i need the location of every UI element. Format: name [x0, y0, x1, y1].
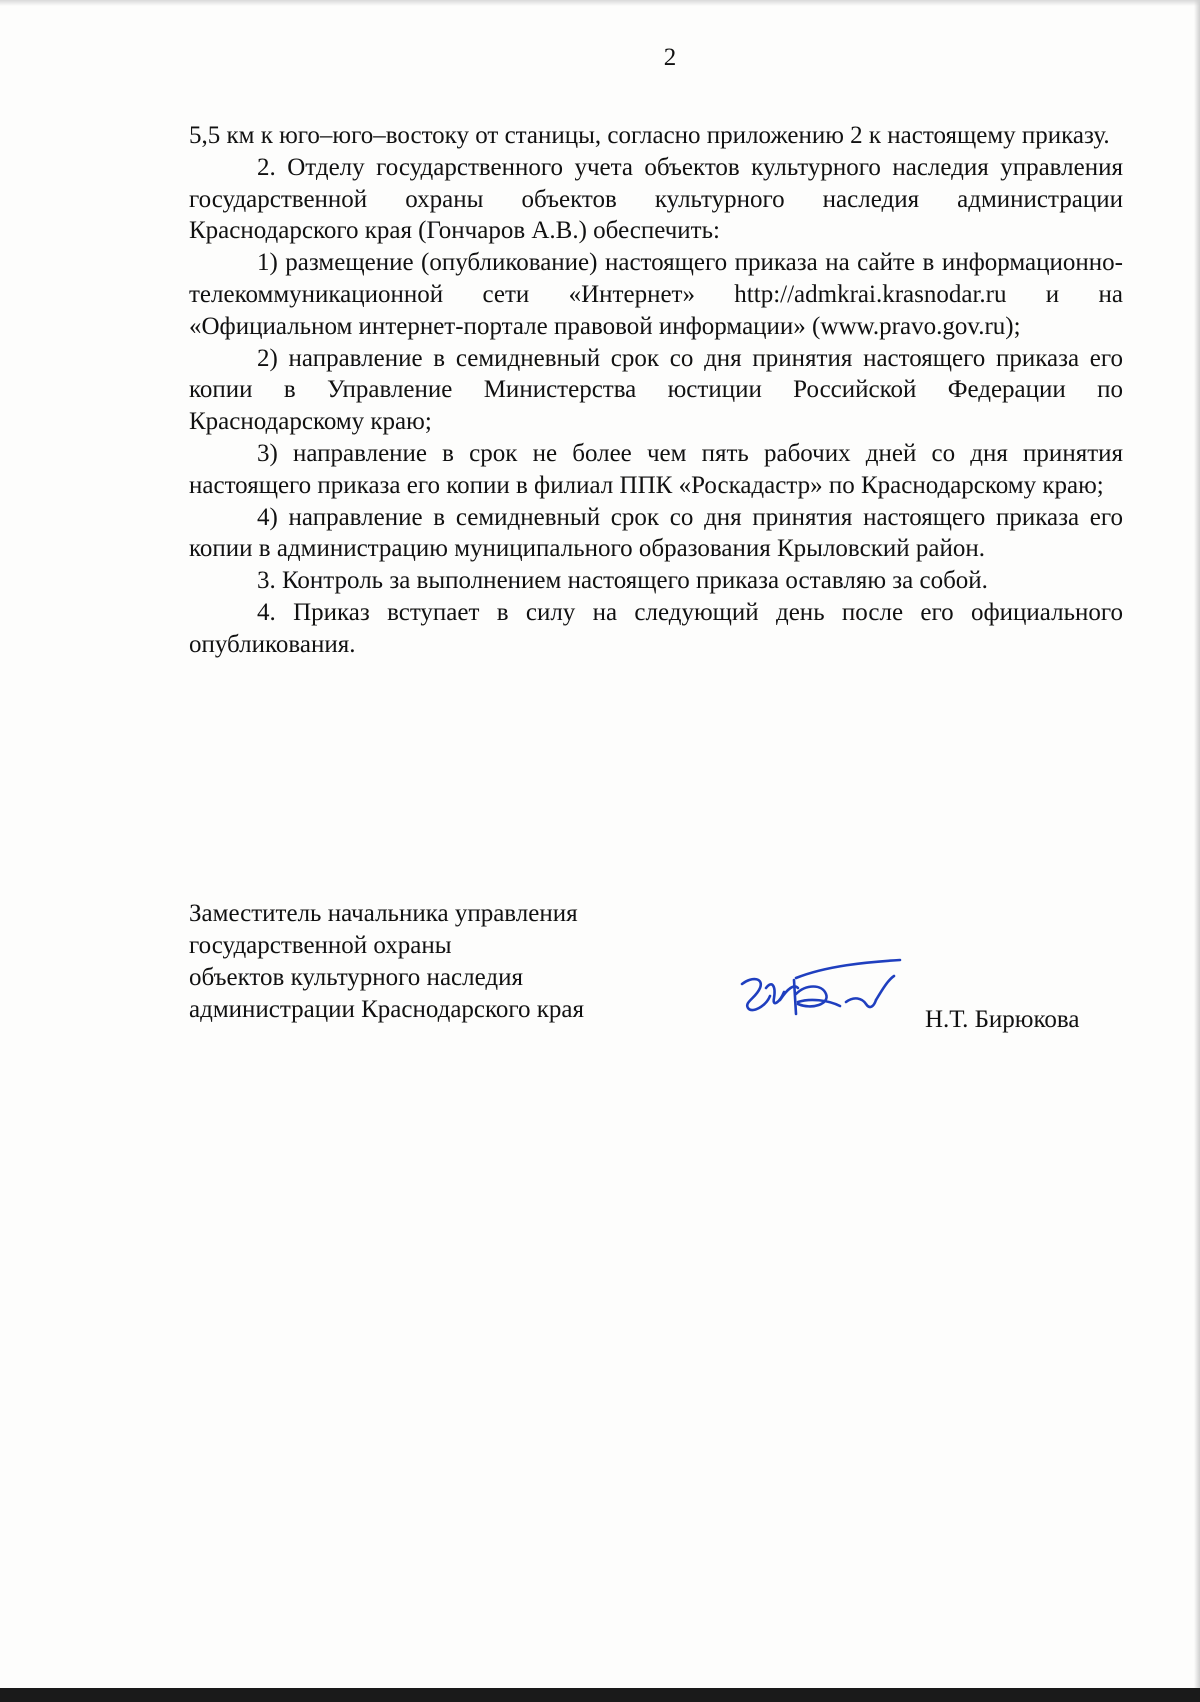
- position-line: объектов культурного наследия: [189, 964, 523, 991]
- paragraph-item-2: 2. Отделу государственного учета объектов культурного наследия управления государственной охраны объектов культурного наследия администрации Краснодарского края (Гончаров А.В.) обеспечить:: [189, 153, 1123, 245]
- document-body: [189, 120, 1123, 661]
- scan-edge-bottom: [0, 1688, 1200, 1702]
- signer-name: Н.Т. Бирюкова: [925, 1006, 1080, 1033]
- paragraph-subitem-1: 1) размещение (опубликование) настоящего приказа на сайте в информационно-телекоммуникационной сети «Интернет» http://admkrai.krasnodar.ru и на «Официальном интернет-портале правовой информации» (www.pravo.gov.ru);: [189, 249, 1123, 340]
- paragraph-item-4: 4. Приказ вступает в силу на следующий день после его официального опубликования.: [189, 598, 1123, 658]
- paragraph-item-3: 3. Контроль за выполнением настоящего приказа оставляю за собой.: [257, 567, 988, 595]
- position-line: государственной охраны: [189, 932, 452, 959]
- scan-edge-top: [0, 0, 1200, 6]
- position-line: Заместитель начальника управления: [189, 900, 578, 927]
- handwritten-signature: [736, 958, 906, 1030]
- paragraph-subitem-3: 3) направление в срок не более чем пять рабочих дней со дня принятия настоящего приказа его копии в филиал ППК «Роскадастр» по Краснодарскому краю;: [189, 439, 1123, 499]
- scan-edge-right: [1194, 0, 1200, 1688]
- position-line: администрации Краснодарского края: [189, 996, 585, 1023]
- paragraph-subitem-4: 4) направление в семидневный срок со дня принятия настоящего приказа его копии в администрацию муниципального образования Крыловский район.: [189, 503, 1123, 563]
- page-number: 2: [663, 44, 677, 71]
- paragraph-subitem-2: 2) направление в семидневный срок со дня принятия настоящего приказа его копии в Управление Министерства юстиции Российской Федерации по Краснодарскому краю;: [189, 344, 1123, 436]
- paragraph-continuation: 5,5 км к юго–юго–востоку от станицы, согласно приложению 2 к настоящему приказу.: [189, 122, 1110, 149]
- signatory-position: [189, 898, 709, 1026]
